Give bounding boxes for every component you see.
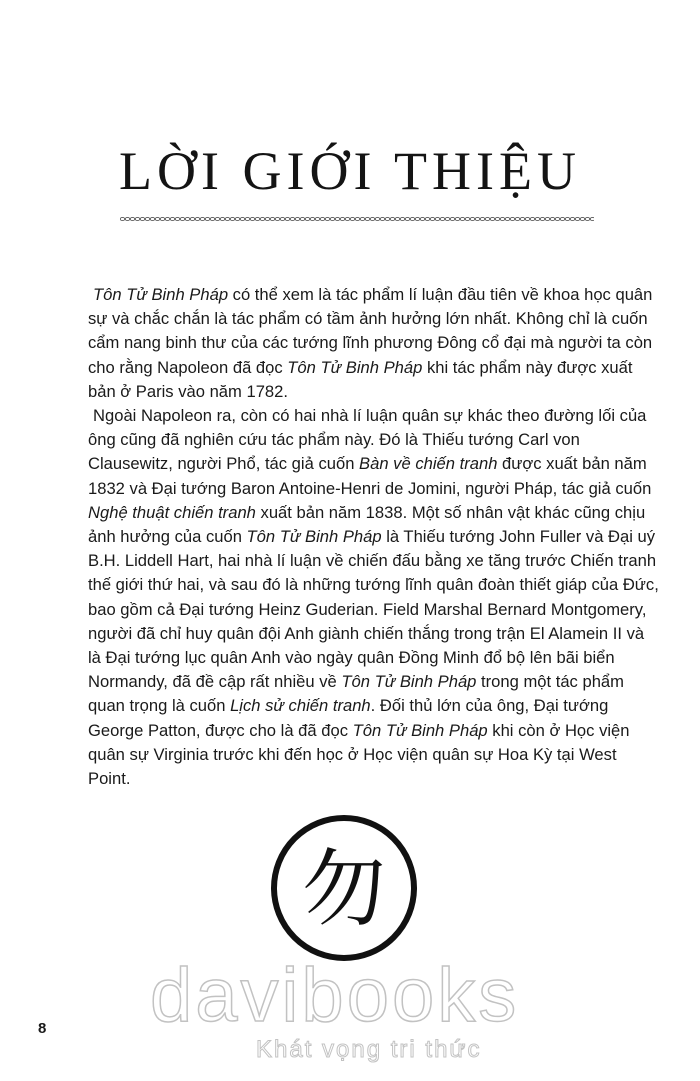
paragraph bbox=[88, 283, 660, 404]
watermark-brand: davibooks bbox=[150, 953, 520, 1038]
text-run: được xuất bản năm 1832 và Đại tướng Baron Antoine-Henri de Jomini, người Pháp, tác giả cuốn bbox=[88, 454, 652, 498]
italic-title: Nghệ thuật chiến tranh bbox=[88, 502, 256, 522]
text-run: là Thiếu tướng John Fuller và Đại uý B.H. Liddell Hart, hai nhà lí luận về chiến đấu bằng xe tăng trước Chiến tranh thế giới thứ hai, và sau đó là những tướng lĩnh quân đoàn thiết giáp của Đức, bao gồm cả Đại tướng Heinz Guderian. Field Marshal Bernard Montgomery, người đã chỉ huy quân đội Anh giành chiến thắng trong trận El Alamein II và là Đại tướng lục quân Anh vào ngày quân Đồng Minh đổ bộ lên bãi biển Normandy, đã đề cập rất nhiều về bbox=[88, 527, 659, 692]
italic-title: Tôn Tử Binh Pháp bbox=[93, 285, 229, 304]
paragraph bbox=[88, 404, 660, 791]
body-text bbox=[88, 283, 660, 791]
text-run: xuất bản năm 1838. Một số nhân vật khác cũng chịu ảnh hưởng của cuốn bbox=[88, 502, 646, 547]
emblem-glyph: 勿 bbox=[301, 840, 387, 938]
italic-title: Lịch sử chiến tranh bbox=[230, 696, 371, 716]
text-run: có thể xem là tác phẩm lí luận đầu tiên về khoa học quân sự và chắc chắn là tác phẩm có tầm ảnh hưởng lớn nhất. Không chỉ là cuốn cẩm nang binh thư của các tướng lĩnh phương Đông cổ đại mà người ta còn cho rằng Napoleon đã đọc bbox=[88, 285, 653, 377]
page-number: 8 bbox=[38, 1020, 47, 1037]
italic-title: Tôn Tử Binh Pháp bbox=[352, 720, 488, 740]
text-run: trong một tác phẩm quan trọng là cuốn bbox=[88, 672, 624, 716]
italic-title: Tôn Tử Binh Pháp bbox=[287, 357, 423, 377]
text-run: khi tác phẩm này được xuất bản ở Paris vào năm 1782. bbox=[88, 357, 633, 401]
page-title: LỜI GIỚI THIỆU bbox=[119, 141, 581, 201]
title-ornament-divider bbox=[120, 214, 594, 224]
text-run: Ngoài Napoleon ra, còn có hai nhà lí luận quân sự khác theo đường lối của ông cũng đã nghiên cứu tác phẩm này. Đó là Thiếu tướng Carl von Clausewitz, người Phổ, tác giả cuốn bbox=[88, 406, 647, 474]
emblem-seal bbox=[268, 812, 420, 964]
text-run: khi còn ở Học viện quân sự Virginia trước khi đến học ở Học viện quân sự Hoa Kỳ tại West Point. bbox=[88, 720, 630, 789]
italic-title: Bàn về chiến tranh bbox=[359, 454, 498, 474]
watermark-tagline: Khát vọng tri thức bbox=[256, 1036, 482, 1063]
italic-title: Tôn Tử Binh Pháp bbox=[246, 527, 382, 547]
italic-title: Tôn Tử Binh Pháp bbox=[341, 672, 477, 692]
text-run: . Đối thủ lớn của ông, Đại tướng George Patton, được cho là đã đọc bbox=[88, 696, 609, 740]
